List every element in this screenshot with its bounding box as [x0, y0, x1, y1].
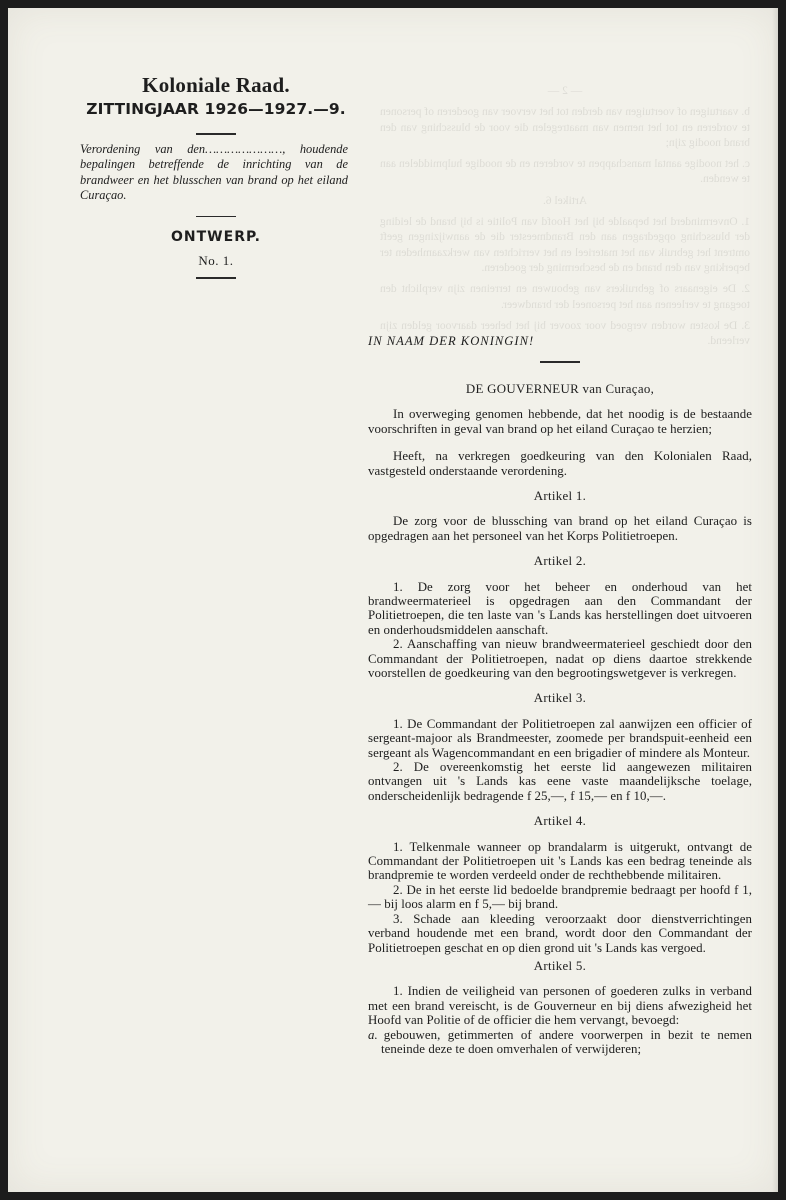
divider [196, 133, 236, 135]
list-item-label: a. [368, 1027, 378, 1042]
article-paragraph: 1. De zorg voor het beheer en onderhoud van het brandweermaterieel is opgedragen aan den Commandant der Politietroepen, die ten laste van 's Lands kas herstellingen doet uitvoeren en onderhoudsmiddelen aanschaft. [368, 579, 752, 637]
considering-clause: In overweging genomen hebbende, dat het noodig is de bestaande voorschriften in geval van brand op het eiland Curaçao te herzien; [368, 407, 752, 436]
council-title: Koloniale Raad. [142, 73, 290, 97]
list-item [368, 1028, 752, 1057]
article-paragraph: 2. Aanschaffing van nieuw brandweermaterieel geschiedt door den Commandant der Politietroepen, nadat op diens daartoe strekkende voorstellen de goedkeuring van den begrootingswetgever is verkregen. [368, 637, 752, 680]
ordinance-description: Verordening van den…………………, houdende bepalingen betreffende de inrichting van de brandweer en het blusschen van brand op het eiland Curaçao. [80, 141, 348, 203]
article-heading: Artikel 3. [533, 691, 587, 706]
enacting-formula: IN NAAM DER KONINGIN! [368, 334, 535, 348]
article-paragraph: 1. Indien de veiligheid van personen of goederen zulks in verband met een brand vereischt, is de Gouverneur en bij diens afwezigheid het Hoofd van Politie of de officier die hem vervangt, bevoegd: [368, 984, 752, 1028]
session-year: ZITTINGJAAR 1926—1927.—9. [86, 100, 346, 118]
enactment-clause: Heeft, na verkregen goedkeuring van den Kolonialen Raad, vastgesteld onderstaande verordening. [368, 449, 752, 478]
list-item-text: gebouwen, getimmerten of andere voorwerpen in bezit te nemen teneinde deze te doen omverhalen of verwijderen; [381, 1027, 752, 1056]
divider [196, 216, 236, 218]
title-block [78, 72, 354, 279]
reverse-side-show-through: — 2 — b. vaartuigen of voertuigen van derden tot het vervoer van goederen of personen te vorderen en tot het nemen van maatregelen die voor de blussching van den brand noodig zijn; c. het noodige aantal manschappen te vorderen en de noodige hulpmiddelen aan te wenden. Artikel 6. 1. Onverminderd het bepaalde bij het Hoofd van Politie is bij brand de leiding der blussching opgedragen aan den Brandmeester die de aanwijzingen geeft omtrent het gebruik van het materieel en het verrichten van werkzaamheden ter beperking van den brand en de bescherming der goederen. 2. De eigenaars of gebruikers van gebouwen en terreinen zijn verplicht den toegang te verleenen aan het personeel der brandweer. 3. De kosten worden vergoed voor zoover bij het beheer daarvoor gelden zijn verleend. [380, 85, 750, 348]
article-paragraph: 1. Telkenmale wanneer op brandalarm is uitgerukt, ontvangt de Commandant der Politietroepen uit 's Lands kas een bedrag teneinde als brandpremie te worden verdeeld onder de rechthebbende militairen. [368, 839, 752, 883]
divider [540, 361, 580, 363]
article-heading: Artikel 2. [533, 554, 587, 569]
article-paragraph: De zorg voor de blussching van brand op het eiland Curaçao is opgedragen aan het personeel van het Korps Politietroepen. [368, 514, 752, 543]
article-heading: Artikel 4. [533, 814, 587, 829]
governor-line: DE GOUVERNEUR van Curaçao, [465, 381, 655, 396]
article-paragraph: 1. De Commandant der Politietroepen zal aanwijzen een officier of sergeant-majoor als Brandmeester, zoomede per brandspuit-eenheid een sergeant als Wagencommandant en een brigadier of mindere als Monteur. [368, 716, 752, 760]
divider [196, 277, 236, 279]
document-number: No. 1. [198, 253, 234, 269]
ordinance-body [368, 334, 752, 1056]
article-heading: Artikel 1. [533, 488, 587, 503]
article-paragraph: 2. De overeenkomstig het eerste lid aangewezen militairen ontvangen uit 's Lands kas eene vaste maandelijksche toelage, onderscheidenlijk bedragende f 25,—, f 15,— en f 10,—. [368, 760, 752, 803]
article-paragraph: 2. De in het eerste lid bedoelde brandpremie bedraagt per hoofd f 1,— bij loos alarm en f 5,— bij brand. [368, 882, 752, 912]
draft-label: ONTWERP. [171, 229, 261, 246]
article-paragraph: 3. Schade aan kleeding veroorzaakt door dienstverrichtingen verband houdende met een brand, wordt door den Commandant der Politietroepen geschat en op dien grond uit 's Lands kas vergoed. [368, 911, 752, 955]
article-heading: Artikel 5. [533, 958, 587, 973]
document-page [8, 8, 778, 1192]
